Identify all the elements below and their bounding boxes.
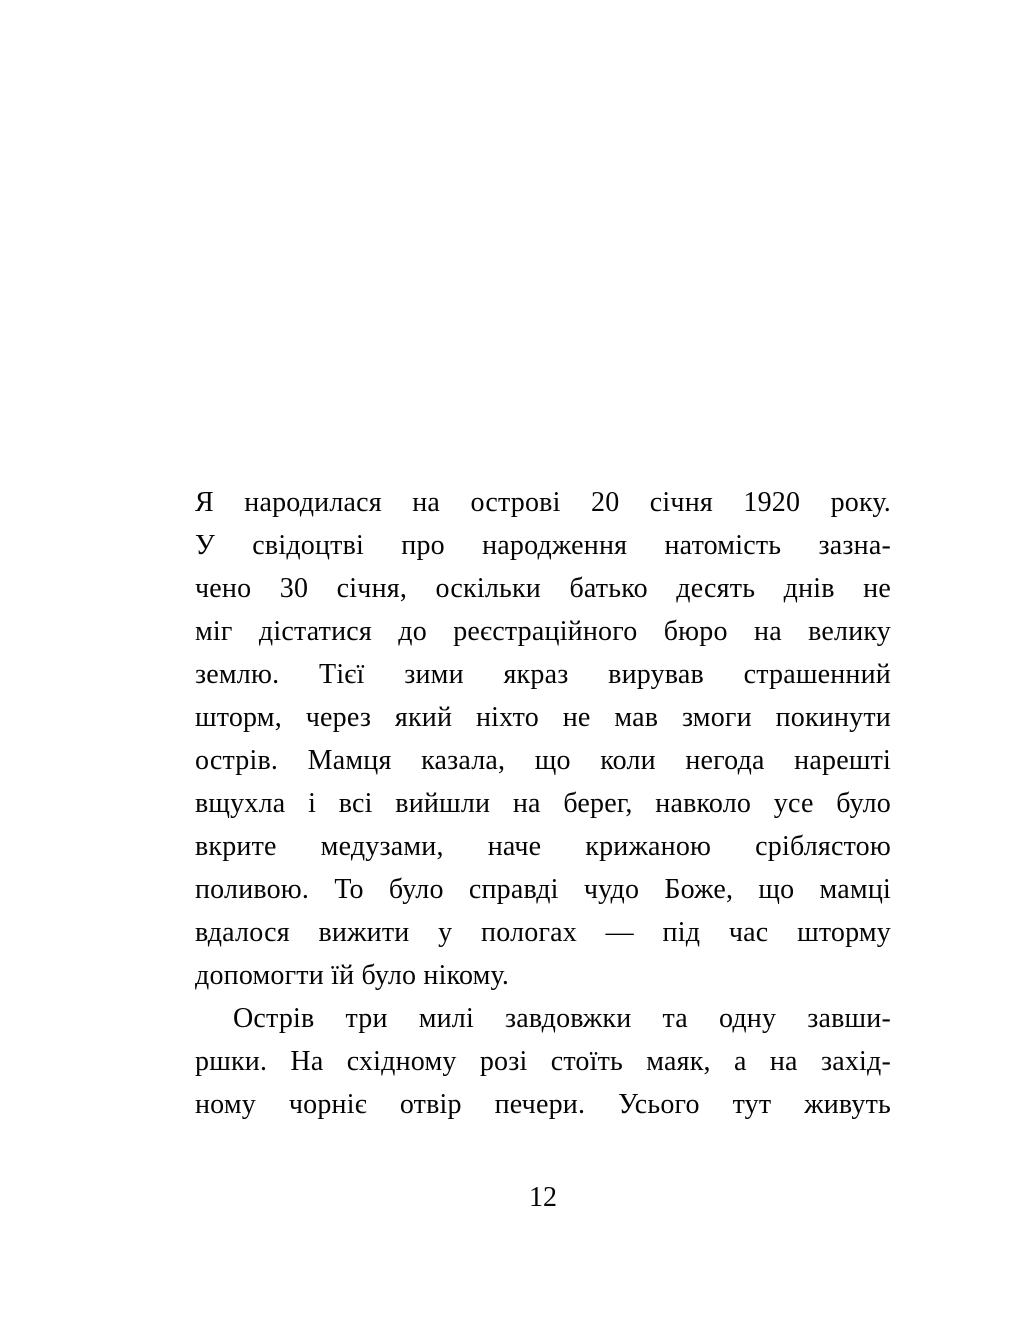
text-line: ршки. На східному розі стоїть маяк, а на захід-	[195, 1046, 891, 1077]
text-line: поливою. То було справді чудо Боже, що мамці	[195, 874, 891, 905]
text-line: вкрите медузами, наче крижаною сріблястою	[195, 831, 891, 862]
text-line: вдалося вижити у пологах — під час шторму	[195, 917, 891, 948]
text-line: землю. Тієї зими якраз вирував страшенний	[195, 659, 891, 690]
page-number: 12	[529, 1182, 557, 1213]
text-line: шторм, через який ніхто не мав змоги покинути	[195, 702, 891, 733]
text-line: острів. Мамця казала, що коли негода нарешті	[195, 745, 891, 776]
text-line: допомогти їй було нікому.	[195, 960, 510, 991]
text-line: Я народилася на острові 20 січня 1920 року.	[195, 487, 891, 518]
text-line: ному чорніє отвір печери. Усього тут живуть	[195, 1089, 891, 1120]
text-line: Острів три милі завдовжки та одну завши-	[233, 1003, 891, 1034]
text-line: У свідоцтві про народження натомість зазна-	[195, 530, 891, 561]
text-line: вщухла і всі вийшли на берег, навколо усе було	[195, 788, 891, 819]
text-line: міг дістатися до реєстраційного бюро на велику	[195, 616, 891, 647]
text-block	[195, 481, 891, 1126]
text-line: чено 30 січня, оскільки батько десять днів не	[195, 573, 891, 604]
